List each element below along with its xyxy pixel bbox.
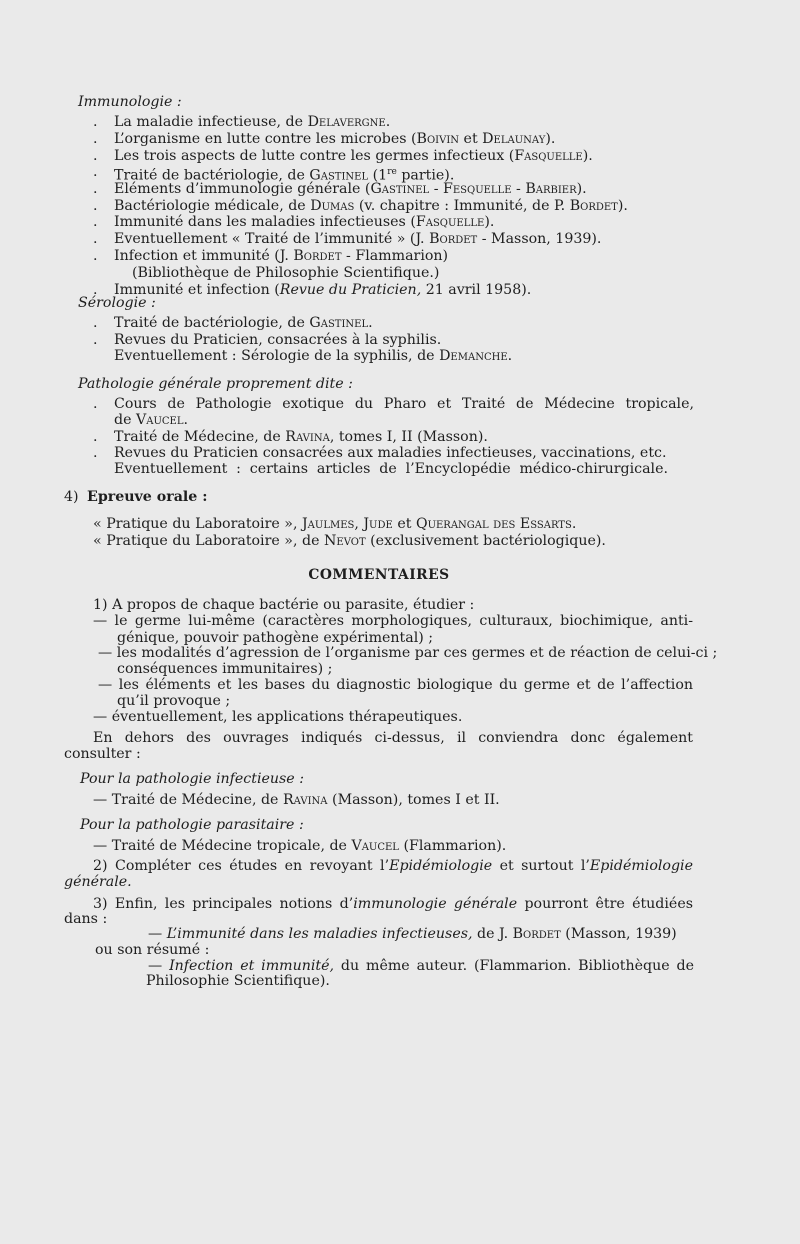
comments-title: COMMENTAIRES bbox=[308, 567, 450, 583]
pathologie-heading: Pathologie générale proprement dite : bbox=[78, 376, 353, 392]
document-page: Immunologie : . La maladie infectieuse, de Delavergne. . L’organisme en lutte contre les microbes (Boivin et Delaunay). . Les trois aspects de lutte contre les germes infectieux (Fasquelle). . Traité de bactériologie, de Gastinel (1re partie). . Eléments d’immunologie générale (Gastinel - Fesquelle - Barbier). . Bactériologie médicale, de Dumas (v. chapitre : Immunité, de P. Bordet). . Immunité dans les maladies infectieuses (Fasquelle). . Eventuellement « Traité de l’immunité » (J. Bordet - Masson, 1939). . Infection et immunité (J. Bordet - Flammarion) (Bibliothèque de Philosophie Scientifique.) . Immunité et infection (Revue du Praticien, 21 avril 1958). Sérologie : . Traité de bactériologie, de Gastinel. . Revues du Praticien, consacrées à la syphilis. Eventuellement : Sérologie de la syphilis, de Demanche. Pathologie générale proprement dite : . Cours de Pathologie exotique du Pharo et Traité de Médecine tropicale, de Vaucel. . Traité de Médecine, de Ravina, tomes I, II (Masson). . Revues du Praticien consacrées aux maladies infectieuses, vaccinations, etc. Eventuellement : certains articles de l’Encyclopédie médico-chirurgicale. 4) Epreuve orale : « Pratique du Laboratoire », Jaulmes, Jude et Querangal des Essarts. « Pratique du Laboratoire », de Nevot (exclusivement bactériologique). COMMENTAIRES 1) A propos de chaque bactérie ou parasite, étudier : — le germe lui-même (caractères morphologiques, culturaux, biochimique, anti- génique, pouvoir pathogène expérimental) ; — les modalités d’agression de l’organisme par ces germes et de réaction de celui-ci ; conséquences immunitaires) ; — les éléments et les bases du diagnostic biologique du germe et de l’affection qu’il provoque ; — éventuellement, les applications thérapeutiques. En dehors des ouvrages indiqués ci-dessus, il conviendra donc également consulter : Pour la pathologie infectieuse : — Traité de Médecine, de Ravina (Masson), tomes I et II. Pour la pathologie parasitaire : — Traité de Médecine tropicale, de Vaucel (Flammarion). 2) Compléter ces études en revoyant l’Epidémiologie et surtout l’Epidémiologie générale. 3) Enfin, les principales notions d’immunologie générale pourront être étudiées dans : — L’immunité dans les maladies infectieuses, de J. Bordet (Masson, 1939) ou son résumé : — Infection et immunité, du même auteur. (Flammarion. Bibliothèque de Philosophie Scientifique). bbox=[0, 0, 800, 1244]
serologie-heading: Sérologie : bbox=[78, 295, 156, 311]
immunologie-heading: Immunologie : bbox=[78, 94, 182, 110]
infect-heading: Pour la pathologie infectieuse : bbox=[80, 771, 304, 787]
parasit-heading: Pour la pathologie parasitaire : bbox=[80, 817, 304, 833]
